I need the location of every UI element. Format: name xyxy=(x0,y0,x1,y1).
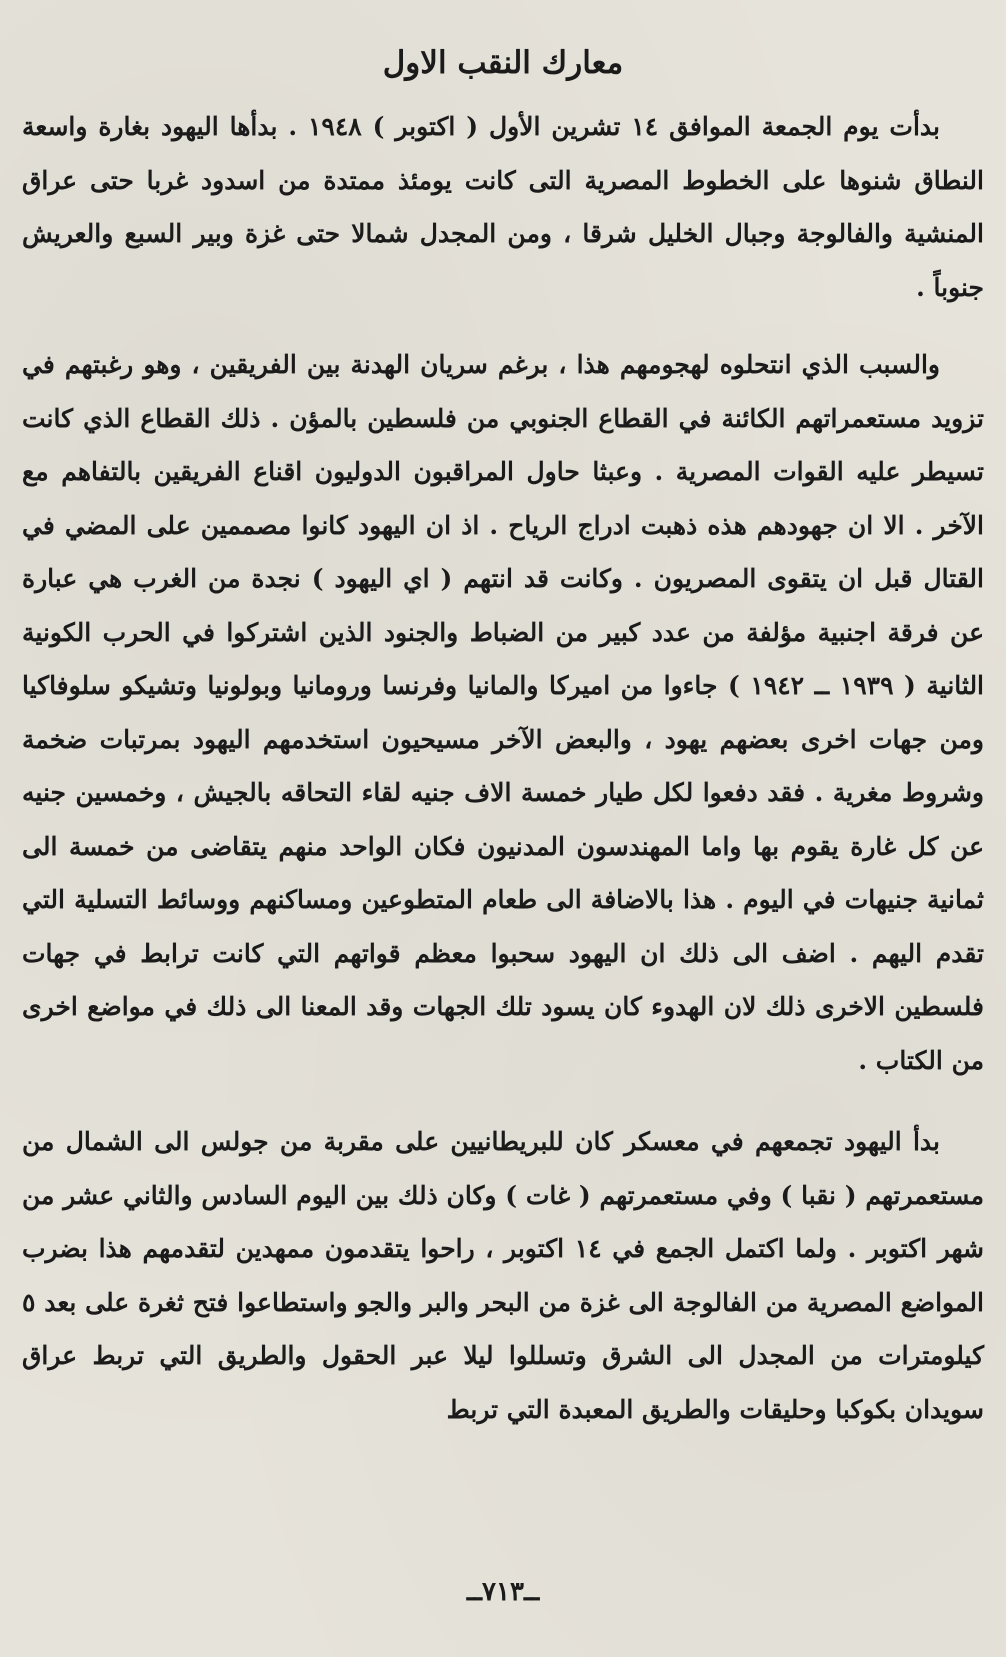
paragraph-2: والسبب الذي انتحلوه لهجومهم هذا ، برغم سريان الهدنة بين الفريقين ، وهو رغبتهم في تزويد مستعمراتهم الكائنة في القطاع الجنوبي من فلسطين بالمؤن . ذلك القطاع الذي كانت تسيطر عليه القوات المصرية . وعبثا حاول المراقبون الدوليون اقناع الفريقين بالتفاهم مع الآخر . الا ان جهودهم هذه ذهبت ادراج الرياح . اذ ان اليهود كانوا مصممين على المضي في القتال قبل ان يتقوى المصريون . وكانت قد انتهم ( اي اليهود ) نجدة من الغرب هي عبارة عن فرقة اجنبية مؤلفة من عدد كبير من الضباط والجنود الذين اشتركوا في الحرب الكونية الثانية ( ١٩٣٩ ــ ١٩٤٢ ) جاءوا من اميركا والمانيا وفرنسا ورومانيا وبولونيا وتشيكو سلوفاكيا ومن جهات اخرى بعضهم يهود ، والبعض الآخر مسيحيون استخدمهم اليهود بمرتبات ضخمة وشروط مغرية . فقد دفعوا لكل طيار خمسة الاف جنيه لقاء التحاقه بالجيش ، وخمسين جنيه عن كل غارة يقوم بها واما المهندسون المدنيون فكان الواحد منهم يتقاضى من خمسة الى ثمانية جنيهات في اليوم . هذا بالاضافة الى طعام المتطوعين ومساكنهم ووسائط التسلية التي تقدم اليهم . اضف الى ذلك ان اليهود سحبوا معظم قواتهم التي كانت ترابط في جهات فلسطين الاخرى ذلك لان الهدوء كان يسود تلك الجهات وقد المعنا الى ذلك في مواضع اخرى من الكتاب . xyxy=(22,350,985,1075)
paragraph-1: بدأت يوم الجمعة الموافق ١٤ تشرين الأول ( اكتوبر ) ١٩٤٨ . بدأها اليهود بغارة واسعة النطاق شنوها على الخطوط المصرية التى كانت يومئذ ممتدة من اسدود غربا حتى عراق المنشية والفالوجة وجبال الخليل شرقا ، ومن المجدل شمالا حتى غزة وبير السبع والعريش جنوباً . xyxy=(22,112,984,302)
page-body xyxy=(22,40,984,1436)
page-number: ــ٧١٣ــ xyxy=(466,1577,540,1607)
chapter-title: معارك النقب الاول xyxy=(382,45,624,81)
paragraph-3: بدأ اليهود تجمعهم في معسكر كان للبريطانيين على مقربة من جولس الى الشمال من مستعمرتهم ( نقبا ) وفي مستعمرتهم ( غات ) وكان ذلك بين اليوم السادس والثاني عشر من شهر اكتوبر . ولما اكتمل الجمع في ١٤ اكتوبر ، راحوا يتقدمون ممهدين لتقدمهم هذا بضرب المواضع المصرية من الفالوجة الى غزة من البحر والبر والجو واستطاعوا فتح ثغرة على بعد ٥ كيلومترات من المجدل الى الشرق وتسللوا ليلا عبر الحقول والطريق التي تربط عراق سويدان بكوكبا وحليقات والطريق المعبدة التي تربط xyxy=(22,1127,984,1424)
